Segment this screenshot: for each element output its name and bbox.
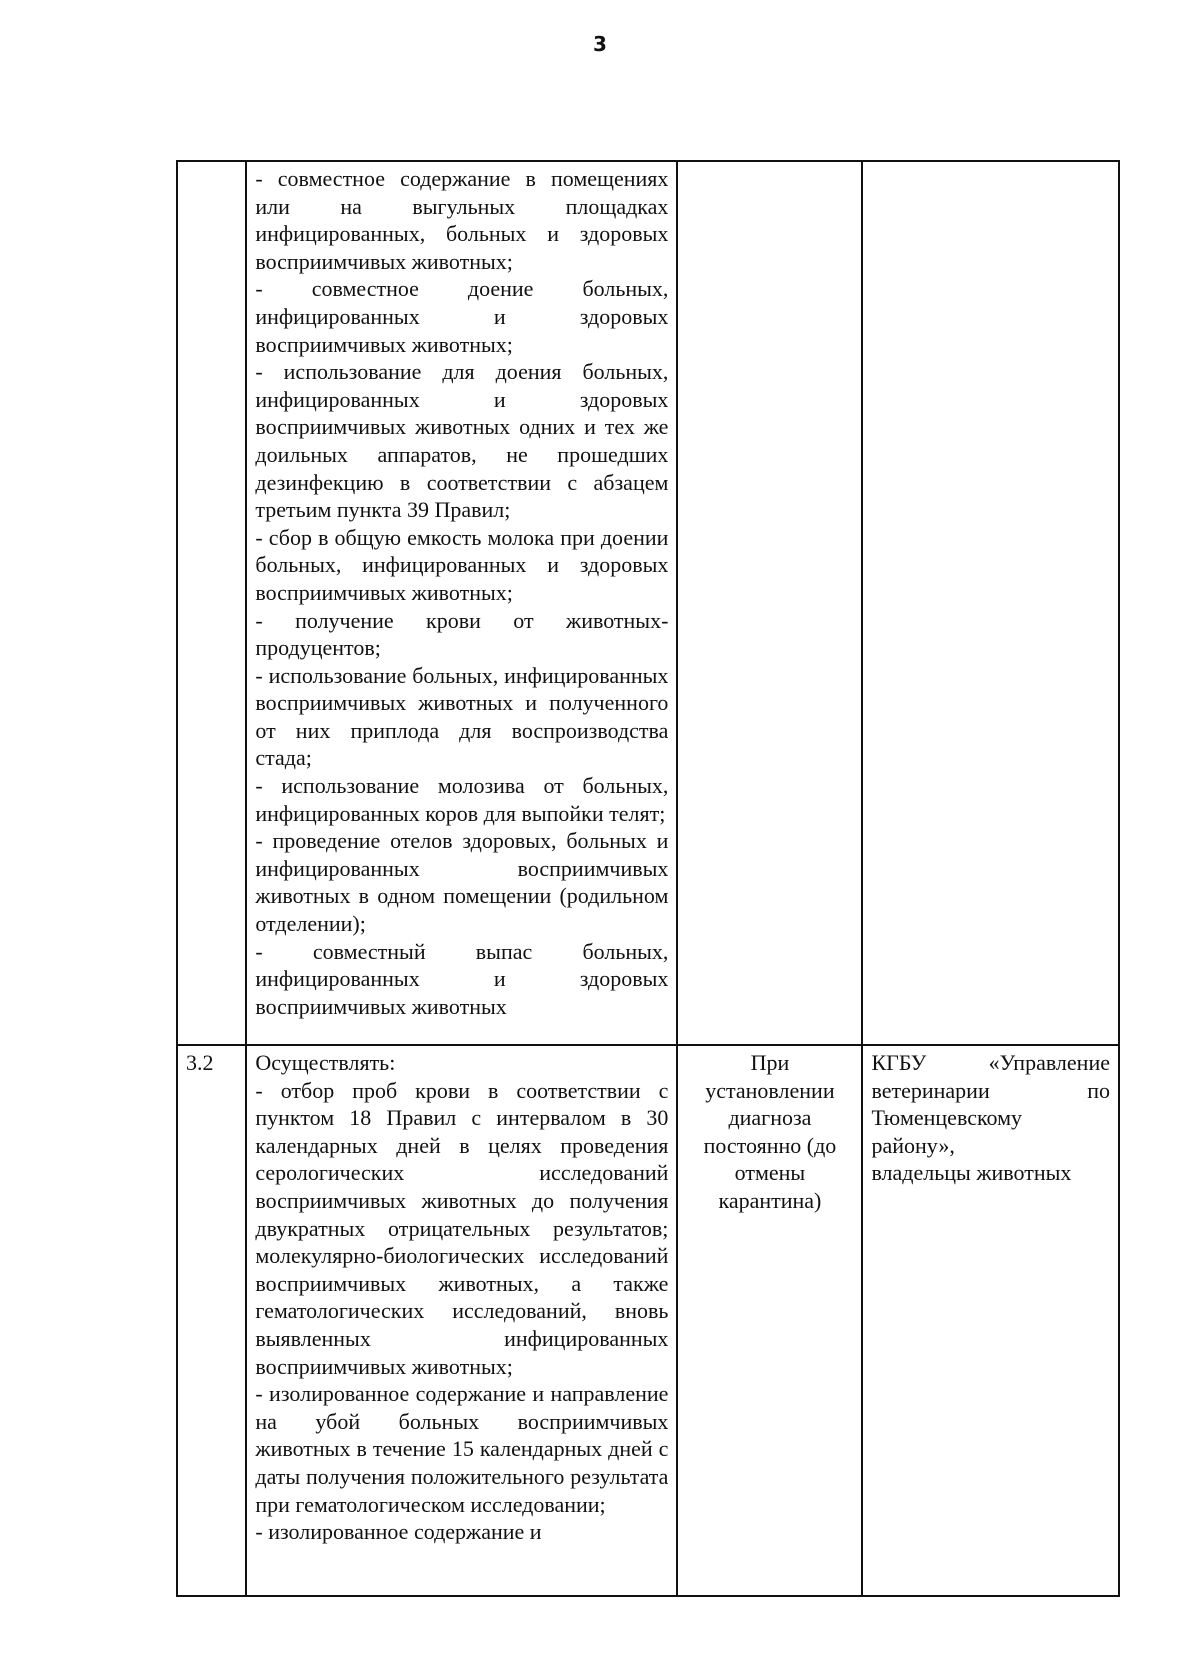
responsible-cell: [862, 161, 1119, 1045]
measure-item: - использование больных, инфицированных восприимчивых животных и полученного от них приплода для воспроизводства стада;: [255, 662, 669, 771]
measure-item: - получение крови от животных-продуцентов;: [255, 607, 669, 661]
measures-cell: [246, 161, 677, 1045]
measure-heading: Осуществлять:: [255, 1050, 396, 1075]
responsible-cell: [862, 1045, 1119, 1596]
measures-table: [176, 160, 1120, 1597]
measure-item: - сбор в общую емкость молока при доении больных, инфицированных и здоровых восприимчивых животных;: [255, 524, 669, 605]
measure-item: - совместное доение больных, инфицированных и здоровых восприимчивых животных;: [255, 276, 669, 357]
measure-item: - использование молозива от больных, инфицированных коров для выпойки телят;: [255, 773, 669, 826]
measure-item: - совместное содержание в помещениях или на выгульных площадках инфицированных, больных и здоровых восприимчивых животных;: [255, 166, 669, 274]
measure-item: - изолированное содержание и: [255, 1519, 542, 1545]
responsible-organization: КГБУ «Управление ветеринарии по Тюменцевскому району»,: [871, 1050, 1110, 1158]
measure-item: - изолированное содержание и направление на убой больных восприимчивых животных в течение 15 календарных дней с даты получения положительного результата при гематологическом исследовании;: [255, 1381, 669, 1517]
page-number: 3: [593, 32, 607, 56]
table-row: [177, 1045, 1119, 1596]
term-cell: При установлении диагноза постоянно (до отмены карантина): [677, 1045, 862, 1596]
item-number-cell: [177, 161, 246, 1045]
measure-item: - проведение отелов здоровых, больных и инфицированных восприимчивых животных в одном помещении (родильном отделении);: [255, 828, 669, 937]
measure-item: - использование для доения больных, инфицированных и здоровых восприимчивых животных одних и тех же доильных аппаратов, не прошедших дезинфекцию в соответствии с абзацем третьим пункта 39 Правил;: [255, 359, 669, 523]
measure-item: - отбор проб крови в соответствии с пунктом 18 Правил с интервалом в 30 календарных дней в целях проведения серологических исследований восприимчивых животных до получения двукратных отрицательных результатов; молекулярно-биологических исследований восприимчивых животных, а также гематологических исследований, вновь выявленных инфицированных восприимчивых животных;: [255, 1077, 669, 1379]
table-row: [177, 161, 1119, 1045]
term-cell: [677, 161, 862, 1045]
responsible-owners: владельцы животных: [871, 1160, 1072, 1186]
measures-cell: [246, 1045, 677, 1596]
measure-item: - совместный выпас больных, инфицированных и здоровых восприимчивых животных: [255, 938, 669, 1019]
item-number-cell: 3.2: [177, 1045, 246, 1596]
